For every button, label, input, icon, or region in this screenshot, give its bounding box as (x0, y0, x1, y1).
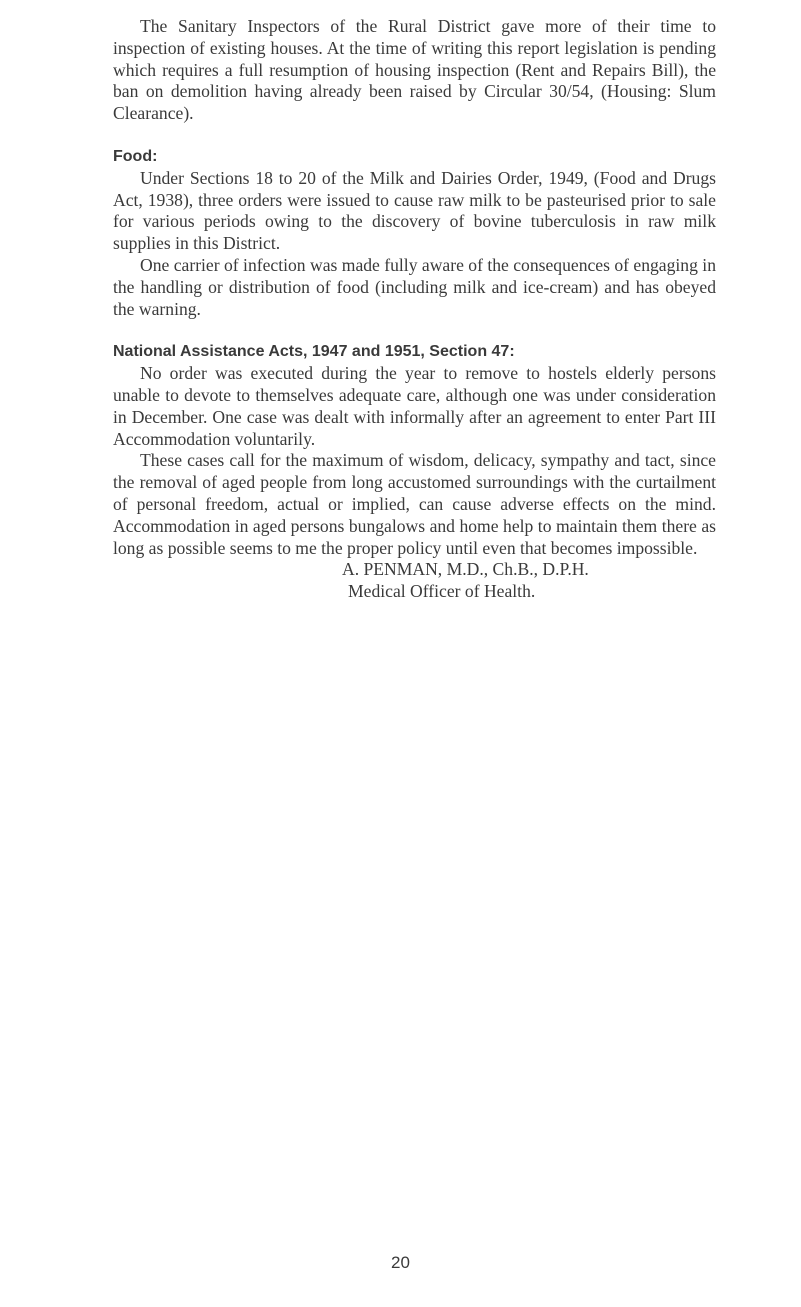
national-assistance-paragraph-2: These cases call for the maximum of wisdom, delicacy, sympathy and tact, since the removal of aged people from long accustomed surroundings with the curtailment of personal freedom, actual or implied, can cause adverse effects on the mind. Accommodation in aged persons bungalows and home help to maintain them there as long as possible seems to me the proper policy until even that becomes impossible. (113, 450, 716, 558)
food-paragraph-2: One carrier of infection was made fully aware of the consequences of engaging in the handling or distribution of food (including milk and ice-cream) and has obeyed the warning. (113, 254, 716, 319)
national-assistance-paragraph-1: No order was executed during the year to remove to hostels elderly persons unable to devote to themselves adequate care, although one was under consideration in December. One case was dealt with informally after an agreement to enter Part III Accommodation voluntarily. (113, 363, 716, 449)
section-gap (113, 125, 716, 146)
national-assistance-heading: National Assistance Acts, 1947 and 1951, Section 47: (113, 343, 515, 361)
food-paragraph-1: Under Sections 18 to 20 of the Milk and Dairies Order, 1949, (Food and Drugs Act, 1938), three orders were issued to cause raw milk to be pasteurised prior to sale for various periods owing to the discovery of bovine tuberculosis in raw milk supplies in this District. (113, 167, 716, 254)
signature-title: Medical Officer of Health. (348, 581, 536, 602)
food-heading: Food: (113, 147, 158, 165)
signature-block (342, 559, 716, 603)
section-gap (113, 320, 716, 341)
signature-name: A. PENMAN, M.D., Ch.B., D.P.H. (342, 559, 589, 580)
document-page (113, 16, 716, 603)
page-number: 20 (391, 1253, 410, 1272)
intro-paragraph: The Sanitary Inspectors of the Rural District gave more of their time to inspection of existing houses. At the time of writing this report legislation is pending which requires a full resumption of housing inspection (Rent and Repairs Bill), the ban on demolition having already been raised by Circular 30/54, (Housing: Slum Clearance). (113, 16, 716, 124)
